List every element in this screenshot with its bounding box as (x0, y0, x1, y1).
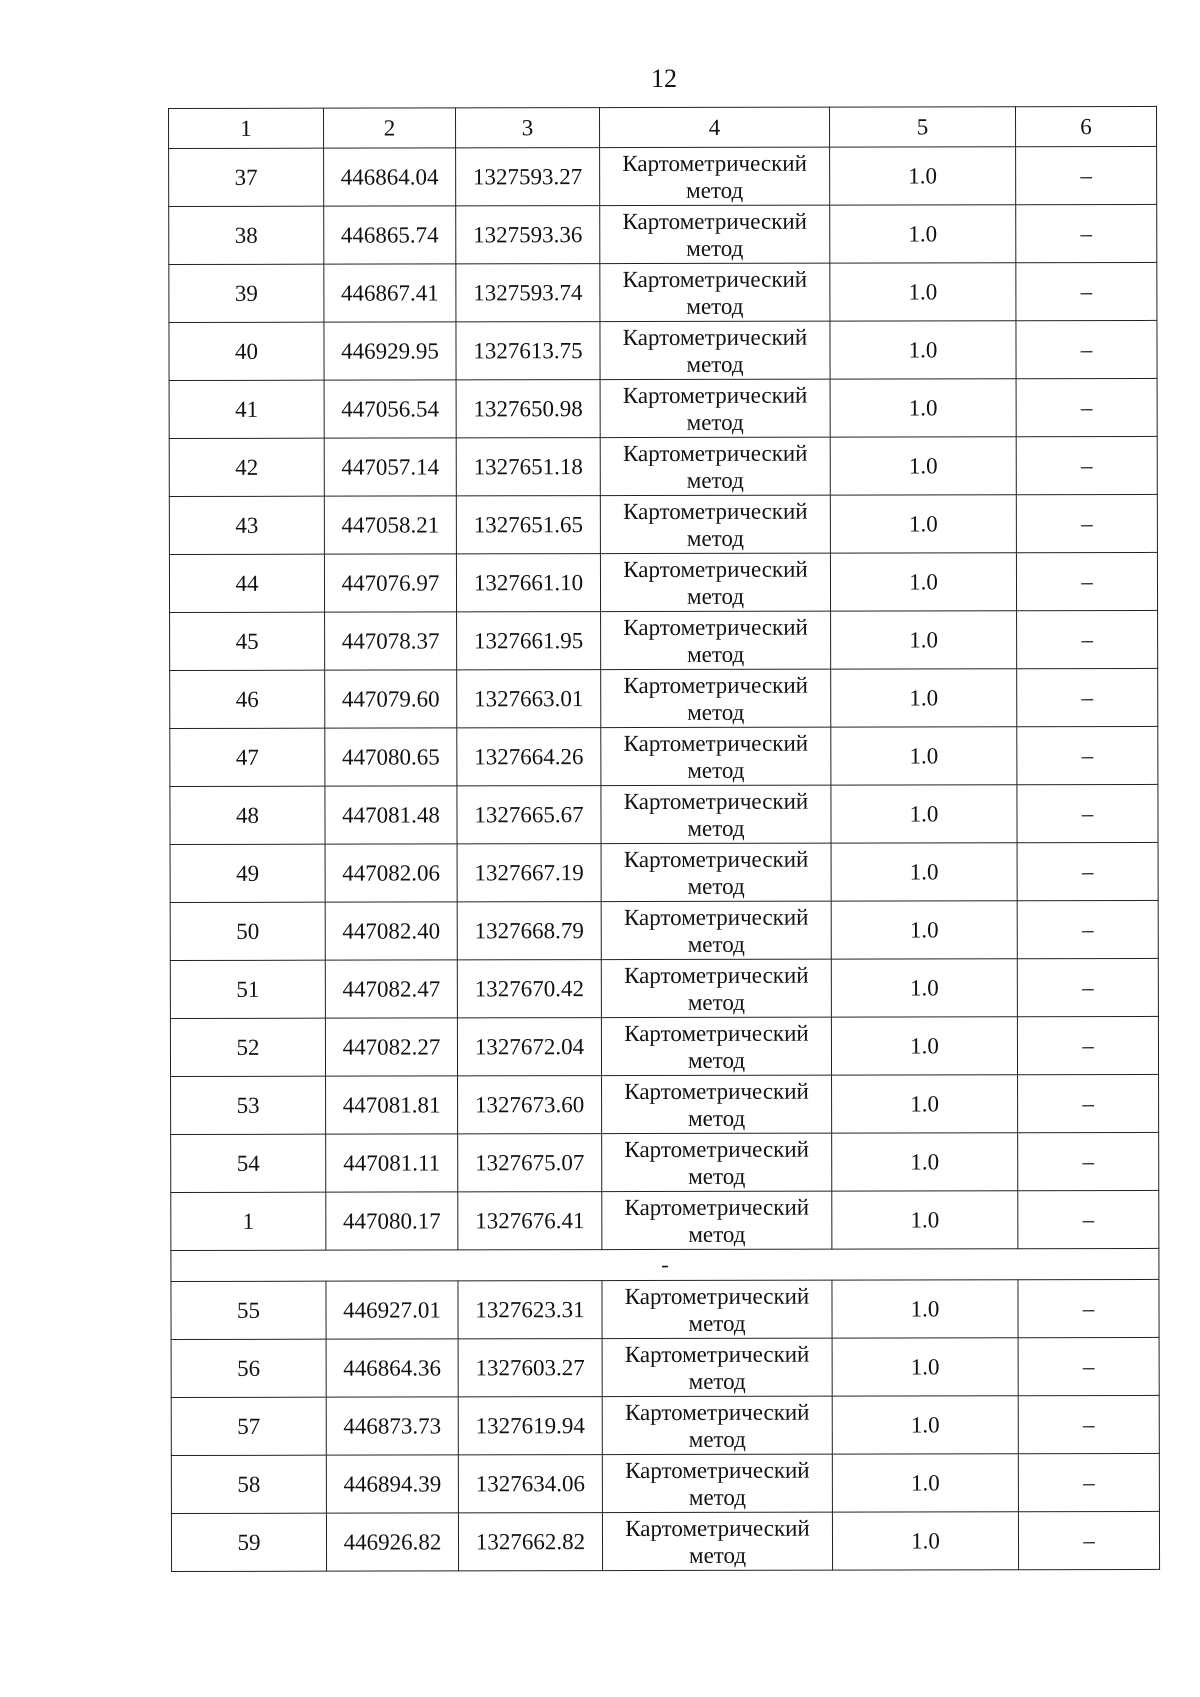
method-cell (600, 437, 830, 495)
y-coordinate-cell: 1327668.79 (457, 902, 601, 960)
method-line-1: Картометрический (623, 672, 808, 698)
description-cell: – (1016, 436, 1157, 494)
description-cell: – (1018, 1074, 1159, 1132)
description-cell: – (1018, 1337, 1159, 1395)
description-cell: – (1018, 1453, 1159, 1511)
method-line-2: метод (686, 525, 744, 551)
accuracy-cell: 1.0 (831, 843, 1017, 901)
method-line-2: метод (688, 1105, 746, 1131)
method-line-2: метод (688, 1542, 747, 1568)
accuracy-cell: 1.0 (832, 1512, 1018, 1570)
accuracy-cell: 1.0 (830, 263, 1016, 321)
description-cell: – (1017, 1016, 1158, 1074)
description-cell: – (1017, 784, 1158, 842)
method-cell (601, 1017, 831, 1075)
method-line-1: Картометрический (624, 1020, 809, 1046)
y-coordinate-cell: 1327673.60 (458, 1076, 602, 1134)
y-coordinate-cell: 1327593.74 (456, 264, 600, 322)
x-coordinate-cell: 447080.65 (325, 728, 457, 786)
accuracy-cell: 1.0 (831, 959, 1017, 1017)
y-coordinate-cell: 1327672.04 (457, 1018, 601, 1076)
x-coordinate-cell: 447082.06 (325, 844, 457, 902)
method-line-1: Картометрический (625, 1515, 810, 1541)
method-line-2: метод (686, 351, 744, 377)
column-header: 5 (829, 107, 1015, 147)
method-line-1: Картометрический (624, 1399, 810, 1425)
x-coordinate-cell: 447082.27 (325, 1018, 457, 1076)
accuracy-cell: 1.0 (832, 1338, 1018, 1396)
method-line-2: метод (686, 293, 744, 319)
y-coordinate-cell: 1327650.98 (456, 380, 600, 438)
y-coordinate-cell: 1327663.01 (457, 670, 601, 728)
table-row (170, 610, 1158, 670)
y-coordinate-cell: 1327670.42 (457, 960, 601, 1018)
accuracy-cell: 1.0 (830, 379, 1016, 437)
method-line-2: метод (687, 815, 745, 841)
table-row (169, 552, 1157, 612)
table-row (170, 784, 1158, 844)
point-number-cell: 46 (170, 670, 325, 728)
point-number-cell: 50 (170, 902, 325, 960)
x-coordinate-cell: 447056.54 (324, 380, 456, 438)
method-line-2: метод (688, 1310, 746, 1336)
column-header: 2 (324, 108, 456, 148)
method-cell (600, 321, 830, 379)
table-row (169, 436, 1157, 496)
table-row (169, 320, 1157, 380)
table-row (171, 1453, 1159, 1513)
y-coordinate-cell: 1327675.07 (458, 1134, 602, 1192)
x-coordinate-cell: 446864.36 (326, 1339, 458, 1397)
table-row (171, 1279, 1159, 1339)
separator-row (171, 1248, 1159, 1281)
y-coordinate-cell: 1327676.41 (458, 1192, 602, 1250)
accuracy-cell: 1.0 (831, 669, 1017, 727)
table-row (171, 1337, 1159, 1397)
method-cell (601, 959, 831, 1017)
accuracy-cell: 1.0 (831, 611, 1017, 669)
method-line-1: Картометрический (625, 1457, 810, 1483)
method-cell (601, 669, 831, 727)
method-line-1: Картометрический (623, 846, 809, 872)
column-header: 4 (600, 107, 830, 147)
accuracy-cell: 1.0 (832, 1075, 1018, 1133)
method-cell (602, 1512, 832, 1570)
accuracy-cell: 1.0 (831, 901, 1017, 959)
method-line-2: метод (687, 641, 745, 667)
y-coordinate-cell: 1327634.06 (458, 1455, 602, 1513)
description-cell: – (1018, 1279, 1159, 1337)
point-number-cell: 44 (169, 554, 324, 612)
x-coordinate-cell: 447082.47 (325, 960, 457, 1018)
point-number-cell: 58 (171, 1455, 326, 1513)
method-line-1: Картометрический (623, 498, 808, 524)
y-coordinate-cell: 1327623.31 (458, 1281, 602, 1339)
point-number-cell: 59 (171, 1513, 326, 1571)
method-line-2: метод (688, 1221, 746, 1247)
accuracy-cell: 1.0 (830, 321, 1016, 379)
description-cell: – (1017, 610, 1158, 668)
x-coordinate-cell: 447079.60 (325, 670, 457, 728)
point-number-cell: 47 (170, 728, 325, 786)
description-cell: – (1017, 668, 1158, 726)
method-cell (600, 263, 830, 321)
accuracy-cell: 1.0 (832, 1396, 1018, 1454)
y-coordinate-cell: 1327665.67 (457, 786, 601, 844)
table-row (169, 146, 1157, 206)
accuracy-cell: 1.0 (831, 727, 1017, 785)
point-number-cell: 49 (170, 844, 325, 902)
y-coordinate-cell: 1327593.36 (456, 206, 600, 264)
description-cell: – (1016, 204, 1157, 262)
table-row (170, 1016, 1158, 1076)
method-line-1: Картометрический (622, 382, 808, 408)
table-row (171, 1190, 1159, 1250)
point-number-cell: 37 (169, 148, 324, 206)
x-coordinate-cell: 447076.97 (324, 554, 456, 612)
method-cell (601, 727, 831, 785)
method-cell (602, 1338, 832, 1396)
method-line-2: метод (686, 583, 745, 609)
description-cell: – (1017, 900, 1158, 958)
method-cell (600, 205, 830, 263)
description-cell: – (1017, 726, 1158, 784)
description-cell: – (1018, 1395, 1159, 1453)
method-line-1: Картометрический (623, 788, 809, 814)
table-row (169, 204, 1157, 264)
accuracy-cell: 1.0 (832, 1191, 1018, 1249)
column-header: 1 (169, 108, 324, 148)
method-line-2: метод (687, 989, 745, 1015)
y-coordinate-cell: 1327651.65 (456, 496, 600, 554)
method-cell (601, 611, 831, 669)
method-line-1: Картометрический (622, 324, 808, 350)
point-number-cell: 1 (171, 1192, 326, 1250)
accuracy-cell: 1.0 (830, 205, 1016, 263)
table-row (170, 668, 1158, 728)
separator-cell: - (171, 1248, 1159, 1281)
method-line-1: Картометрический (622, 150, 807, 176)
table-row (170, 958, 1158, 1018)
method-line-2: метод (687, 873, 745, 899)
point-number-cell: 55 (171, 1281, 326, 1339)
x-coordinate-cell: 446927.01 (326, 1281, 458, 1339)
table-row (171, 1074, 1159, 1134)
coordinates-table (168, 106, 1160, 1572)
x-coordinate-cell: 446867.41 (324, 264, 456, 322)
table-row (169, 378, 1157, 438)
y-coordinate-cell: 1327661.10 (456, 554, 600, 612)
y-coordinate-cell: 1327593.27 (456, 148, 600, 206)
method-line-2: метод (688, 1163, 746, 1189)
method-line-2: метод (688, 1484, 746, 1510)
y-coordinate-cell: 1327662.82 (458, 1513, 602, 1571)
point-number-cell: 39 (169, 264, 324, 322)
x-coordinate-cell: 446926.82 (326, 1513, 458, 1571)
x-coordinate-cell: 446873.73 (326, 1397, 458, 1455)
point-number-cell: 43 (169, 496, 324, 554)
method-line-1: Картометрический (622, 208, 808, 234)
x-coordinate-cell: 447078.37 (325, 612, 457, 670)
method-line-2: метод (688, 1426, 746, 1452)
point-number-cell: 42 (169, 438, 324, 496)
x-coordinate-cell: 447082.40 (325, 902, 457, 960)
point-number-cell: 52 (170, 1018, 325, 1076)
table-row (171, 1511, 1159, 1571)
method-line-1: Картометрический (623, 904, 809, 930)
table-row (171, 1132, 1159, 1192)
accuracy-cell: 1.0 (831, 1017, 1017, 1075)
x-coordinate-cell: 446929.95 (324, 322, 456, 380)
method-line-2: метод (686, 467, 744, 493)
x-coordinate-cell: 446894.39 (326, 1455, 458, 1513)
method-line-1: Картометрический (622, 440, 808, 466)
description-cell: – (1018, 1190, 1159, 1248)
description-cell: – (1018, 1511, 1159, 1569)
description-cell: – (1016, 494, 1157, 552)
point-number-cell: 45 (170, 612, 325, 670)
table-row (169, 494, 1157, 554)
point-number-cell: 53 (171, 1076, 326, 1134)
method-cell (600, 147, 830, 205)
x-coordinate-cell: 446864.04 (324, 148, 456, 206)
x-coordinate-cell: 447081.81 (326, 1076, 458, 1134)
description-cell: – (1016, 378, 1157, 436)
method-line-1: Картометрический (623, 556, 808, 582)
method-cell (602, 1280, 832, 1338)
x-coordinate-cell: 447081.11 (326, 1134, 458, 1192)
y-coordinate-cell: 1327613.75 (456, 322, 600, 380)
method-cell (600, 379, 830, 437)
point-number-cell: 38 (169, 206, 324, 264)
point-number-cell: 54 (171, 1134, 326, 1192)
x-coordinate-cell: 447058.21 (324, 496, 456, 554)
table-header-row (169, 106, 1157, 148)
description-cell: – (1018, 1132, 1159, 1190)
description-cell: – (1017, 842, 1158, 900)
method-cell (601, 785, 831, 843)
method-cell (601, 843, 831, 901)
column-header: 6 (1015, 106, 1156, 146)
point-number-cell: 48 (170, 786, 325, 844)
y-coordinate-cell: 1327651.18 (456, 438, 600, 496)
point-number-cell: 51 (170, 960, 325, 1018)
method-cell (602, 1454, 832, 1512)
accuracy-cell: 1.0 (830, 553, 1016, 611)
method-cell (601, 901, 831, 959)
method-line-2: метод (687, 699, 745, 725)
table-row (170, 842, 1158, 902)
method-line-2: метод (687, 1047, 746, 1073)
method-line-1: Картометрический (623, 614, 808, 640)
y-coordinate-cell: 1327661.95 (457, 612, 601, 670)
description-cell: – (1016, 262, 1157, 320)
table-row (169, 262, 1157, 322)
method-line-2: метод (686, 235, 744, 261)
x-coordinate-cell: 447081.48 (325, 786, 457, 844)
method-line-2: метод (686, 409, 744, 435)
method-line-1: Картометрический (624, 1341, 810, 1367)
method-line-2: метод (686, 177, 744, 203)
y-coordinate-cell: 1327619.94 (458, 1397, 602, 1455)
description-cell: – (1016, 320, 1157, 378)
method-cell (600, 553, 830, 611)
point-number-cell: 40 (169, 322, 324, 380)
method-line-1: Картометрический (624, 1283, 810, 1309)
method-cell (602, 1396, 832, 1454)
accuracy-cell: 1.0 (830, 495, 1016, 553)
point-number-cell: 41 (169, 380, 324, 438)
accuracy-cell: 1.0 (831, 785, 1017, 843)
method-cell (600, 495, 830, 553)
table-row (171, 1395, 1159, 1455)
column-header: 3 (456, 108, 600, 148)
method-line-1: Картометрический (622, 266, 808, 292)
description-cell: – (1017, 958, 1158, 1016)
method-line-1: Картометрический (624, 1194, 810, 1220)
method-line-2: метод (688, 1368, 746, 1394)
y-coordinate-cell: 1327603.27 (458, 1339, 602, 1397)
table-row (170, 900, 1158, 960)
x-coordinate-cell: 447057.14 (324, 438, 456, 496)
y-coordinate-cell: 1327664.26 (457, 728, 601, 786)
method-line-2: метод (687, 757, 745, 783)
method-line-1: Картометрический (624, 962, 809, 988)
x-coordinate-cell: 447080.17 (326, 1192, 458, 1250)
table-row (170, 726, 1158, 786)
point-number-cell: 57 (171, 1397, 326, 1455)
accuracy-cell: 1.0 (832, 1454, 1018, 1512)
method-line-1: Картометрический (624, 1136, 809, 1162)
method-cell (602, 1191, 832, 1249)
method-cell (602, 1133, 832, 1191)
method-line-1: Картометрический (623, 730, 809, 756)
description-cell: – (1016, 552, 1157, 610)
accuracy-cell: 1.0 (830, 147, 1016, 205)
accuracy-cell: 1.0 (830, 437, 1016, 495)
method-line-1: Картометрический (624, 1078, 809, 1104)
accuracy-cell: 1.0 (832, 1280, 1018, 1338)
accuracy-cell: 1.0 (832, 1133, 1018, 1191)
y-coordinate-cell: 1327667.19 (457, 844, 601, 902)
description-cell: – (1016, 146, 1157, 204)
point-number-cell: 56 (171, 1339, 326, 1397)
page-number: 12 (651, 64, 677, 93)
method-line-2: метод (687, 931, 745, 957)
method-cell (602, 1075, 832, 1133)
x-coordinate-cell: 446865.74 (324, 206, 456, 264)
